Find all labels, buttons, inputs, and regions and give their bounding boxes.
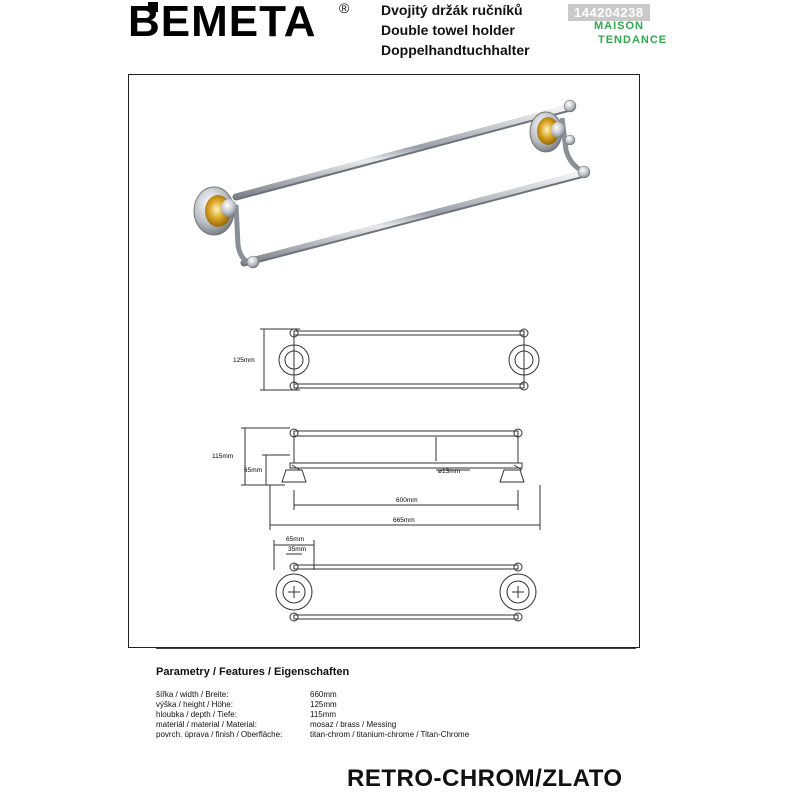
title-en: Double towel holder — [381, 22, 515, 38]
param-label: šířka / width / Breite: — [156, 690, 229, 699]
param-label: povrch. úprava / finish / Oberfläche: — [156, 730, 283, 739]
footer-variant: RETRO-CHROM/ZLATO — [347, 765, 623, 792]
dim-top-35: 35mm — [288, 546, 307, 553]
watermark-line2: TENDANCE — [598, 34, 668, 46]
title-cz: Dvojitý držák ručníků — [381, 2, 523, 18]
dim-side-height: 115mm — [212, 453, 234, 460]
top-view — [274, 540, 536, 621]
dim-side-bracket: 65mm — [244, 467, 263, 474]
params-title: Parametry / Features / Eigenschaften — [156, 666, 350, 678]
dim-top-65: 65mm — [286, 536, 305, 543]
side-view — [241, 428, 540, 530]
product-code: 144204238 — [568, 4, 650, 21]
brand-logo: BEMETA — [128, 0, 317, 46]
product-photo — [194, 100, 590, 268]
title-de: Doppelhandtuchhalter — [381, 42, 530, 58]
param-value: 125mm — [310, 700, 337, 709]
dim-diameter: ø13mm — [438, 468, 461, 475]
param-label: materiál / material / Material: — [156, 720, 257, 729]
watermark-line1: MAISON — [594, 20, 644, 32]
dim-height: 125mm — [233, 357, 255, 364]
param-value: 115mm — [310, 710, 337, 719]
params-divider — [156, 648, 636, 649]
dim-inner-width: 600mm — [396, 497, 418, 504]
dim-total-width: 665mm — [393, 517, 415, 524]
param-label: hloubka / depth / Tiefe: — [156, 710, 237, 719]
registered-mark: ® — [339, 0, 350, 16]
param-label: výška / height / Höhe: — [156, 700, 233, 709]
param-value: mosaz / brass / Messing — [310, 720, 397, 729]
param-value: titan-chrom / titanium-chrome / Titan-Chrome — [310, 730, 470, 739]
front-view — [260, 329, 539, 390]
param-value: 660mm — [310, 690, 337, 699]
